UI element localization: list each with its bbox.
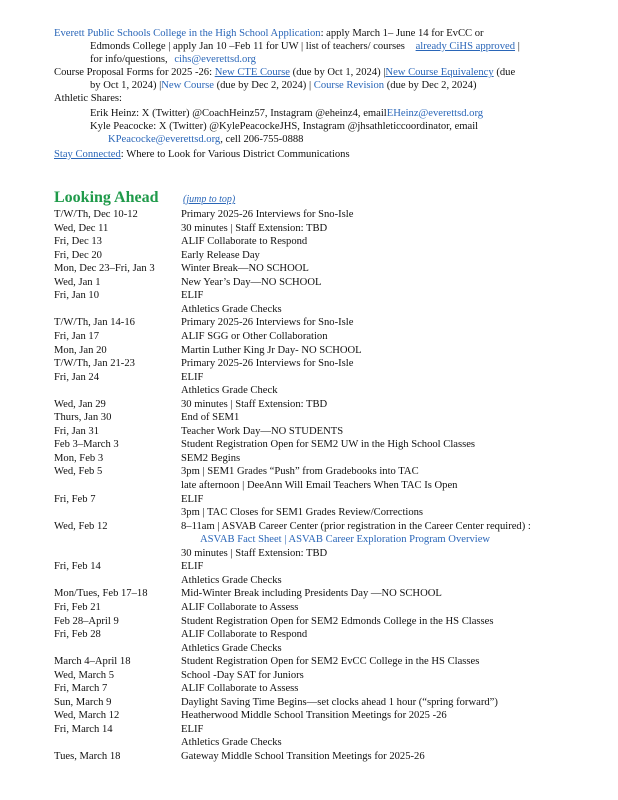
schedule-date: T/W/Th, Jan 21-23 [54,358,135,369]
schedule-event: 30 minutes | Staff Extension: TBD [181,223,328,234]
intro-text: Course Proposal Forms for 2025 -26: [54,67,213,78]
schedule-event: late afternoon | DeeAnn Will Email Teachers When TAC Is Open [181,480,458,491]
schedule-event: Athletics Grade Checks [181,575,282,586]
intro-line-9 [108,133,303,146]
schedule-event: School -Day SAT for Juniors [181,670,304,681]
schedule-event: End of SEM1 [181,412,240,423]
intro-line-4 [54,66,515,79]
schedule-date: Mon, Dec 23–Fri, Jan 3 [54,263,155,274]
new-course-equivalency-link[interactable]: New Course Equivalency [385,67,494,78]
schedule-date: Wed, Dec 11 [54,223,109,234]
intro-line-7 [90,107,483,120]
schedule-date: Fri, Dec 13 [54,236,102,247]
schedule-event: ALIF Collaborate to Assess [181,602,299,613]
schedule-date: Tues, March 18 [54,751,121,762]
schedule-event: ALIF SGG or Other Collaboration [181,331,328,342]
schedule-event: Student Registration Open for SEM2 Edmonds College in the HS Classes [181,616,494,627]
intro-line-1 [54,27,484,40]
schedule-event: Primary 2025-26 Interviews for Sno-Isle [181,317,354,328]
cihs-approved-link[interactable]: already CiHS approved [415,41,516,52]
intro-text: by Oct 1, 2024) | [90,80,162,91]
schedule-event: 30 minutes | Staff Extension: TBD [181,399,328,410]
schedule-date: Wed, Jan 29 [54,399,106,410]
schedule-date: Fri, Feb 7 [54,494,96,505]
schedule-date: Thurs, Jan 30 [54,412,112,423]
schedule-event: Student Registration Open for SEM2 EvCC College in the HS Classes [181,656,480,667]
schedule-date: Mon, Feb 3 [54,453,104,464]
schedule-date: Fri, March 14 [54,724,113,735]
schedule-event: Athletics Grade Checks [181,643,282,654]
schedule-date: Fri, Feb 28 [54,629,101,640]
schedule-event: Early Release Day [181,250,260,261]
schedule-event: Winter Break—NO SCHOOL [181,263,309,274]
schedule-event: ALIF Collaborate to Respond [181,236,308,247]
schedule-event: Athletics Grade Checks [181,304,282,315]
schedule-event: ELIF [181,494,204,505]
intro-separator: | [517,41,520,52]
cihs-application-link[interactable]: Everett Public Schools College in the High School Application [54,28,321,39]
schedule-event: SEM2 Begins [181,453,241,464]
jump-to-top-link[interactable]: (jump to top) [183,194,236,205]
schedule-date: Fri, Jan 10 [54,290,100,301]
schedule-event: Teacher Work Day—NO STUDENTS [181,426,344,437]
intro-text: (due [496,67,516,78]
schedule-event: 8–11am | ASVAB Career Center (prior registration in the Career Center required) : [181,521,531,532]
schedule-date: T/W/Th, Jan 14-16 [54,317,135,328]
schedule-event: ELIF [181,561,204,572]
schedule-date: Fri, Jan 24 [54,372,100,383]
schedule-date: Feb 28–April 9 [54,616,119,627]
intro-line-8 [90,120,478,133]
schedule-date: Wed, Feb 12 [54,521,108,532]
new-cte-course-link[interactable]: New CTE Course [214,67,291,78]
schedule-date: Wed, March 12 [54,710,120,721]
intro-text: (due by Dec 2, 2024) [386,80,477,91]
schedule-date: Fri, Dec 20 [54,250,102,261]
cihs-email[interactable]: cihs@everettsd.org [174,54,256,65]
schedule-date: Fri, March 7 [54,683,108,694]
intro-line-10 [54,148,350,161]
schedule-date: T/W/Th, Dec 10-12 [54,209,138,220]
intro-text: Kyle Peacocke: X (Twitter) @KylePeacockeJHS, Instagram @jhsathleticcoordinator, email [90,121,479,132]
intro-text: , cell 206-755-0888 [220,134,304,145]
stay-connected-link[interactable]: Stay Connected [54,149,121,160]
kpeacocke-email[interactable]: KPeacocke@everettsd.org [108,134,221,145]
intro-text: : Where to Look for Various District Communications [120,149,350,160]
schedule-event: New Year’s Day—NO SCHOOL [181,277,322,288]
schedule-date: Wed, March 5 [54,670,115,681]
new-course-link[interactable]: New Course [161,80,214,91]
intro-text: : apply March 1– June 14 for EvCC or [320,28,484,39]
schedule-event: Heatherwood Middle School Transition Meetings for 2025 -26 [181,710,447,721]
schedule-date: Mon/Tues, Feb 17–18 [54,588,148,599]
intro-line-6 [54,92,122,105]
schedule-event: 30 minutes | Staff Extension: TBD [181,548,328,559]
schedule-date: Feb 3–March 3 [54,439,119,450]
looking-ahead-heading: Looking Ahead [54,189,159,206]
intro-text: Edmonds College | apply Jan 10 –Feb 11 for UW | list of teachers/ courses [90,41,405,52]
schedule-event: 3pm | SEM1 Grades “Push” from Gradebooks into TAC [181,466,419,477]
schedule-date: Fri, Feb 14 [54,561,101,572]
eheinz-email[interactable]: EHeinz@everettsd.org [386,108,484,119]
schedule-event: Martin Luther King Jr Day- NO SCHOOL [181,345,362,356]
schedule-event: Primary 2025-26 Interviews for Sno-Isle [181,358,354,369]
intro-line-2 [90,40,520,53]
schedule-event: ELIF [181,724,204,735]
intro-line-3 [90,53,256,66]
intro-text: (due by Dec 2, 2024) | [216,80,312,91]
schedule-event: Mid-Winter Break including Presidents Day —NO SCHOOL [181,588,442,599]
schedule-date: Wed, Jan 1 [54,277,101,288]
schedule-event: ALIF Collaborate to Respond [181,629,308,640]
schedule-event: ALIF Collaborate to Assess [181,683,299,694]
schedule-event: Athletics Grade Check [181,385,278,396]
intro-line-5 [90,79,476,92]
schedule-date: Sun, March 9 [54,697,112,708]
schedule-event: Gateway Middle School Transition Meetings for 2025-26 [181,751,425,762]
schedule-date: Fri, Feb 21 [54,602,101,613]
schedule-event: ELIF [181,372,204,383]
intro-text: for info/questions, [90,54,168,65]
schedule-date: Wed, Feb 5 [54,466,103,477]
schedule-event: Daylight Saving Time Begins—set clocks ahead 1 hour (“spring forward”) [181,697,498,708]
schedule-event: 3pm | TAC Closes for SEM1 Grades Review/Corrections [181,507,424,518]
schedule-event: Student Registration Open for SEM2 UW in the High School Classes [181,439,476,450]
schedule-date: Mon, Jan 20 [54,345,107,356]
schedule-date: Fri, Jan 17 [54,331,100,342]
schedule-date: Fri, Jan 31 [54,426,100,437]
asvab-links[interactable]: ASVAB Fact Sheet | ASVAB Career Exploration Program Overview [200,534,491,545]
schedule-date: March 4–April 18 [54,656,131,667]
schedule-event: Primary 2025-26 Interviews for Sno-Isle [181,209,354,220]
course-revision-link[interactable]: Course Revision [313,80,385,91]
schedule-event: ELIF [181,290,204,301]
athletic-shares-label: Athletic Shares: [54,93,122,104]
intro-text: (due by Oct 1, 2024) | [292,67,386,78]
schedule-event: Athletics Grade Checks [181,737,282,748]
intro-text: Erik Heinz: X (Twitter) @CoachHeinz57, Instagram @eheinz4, email [90,108,387,119]
